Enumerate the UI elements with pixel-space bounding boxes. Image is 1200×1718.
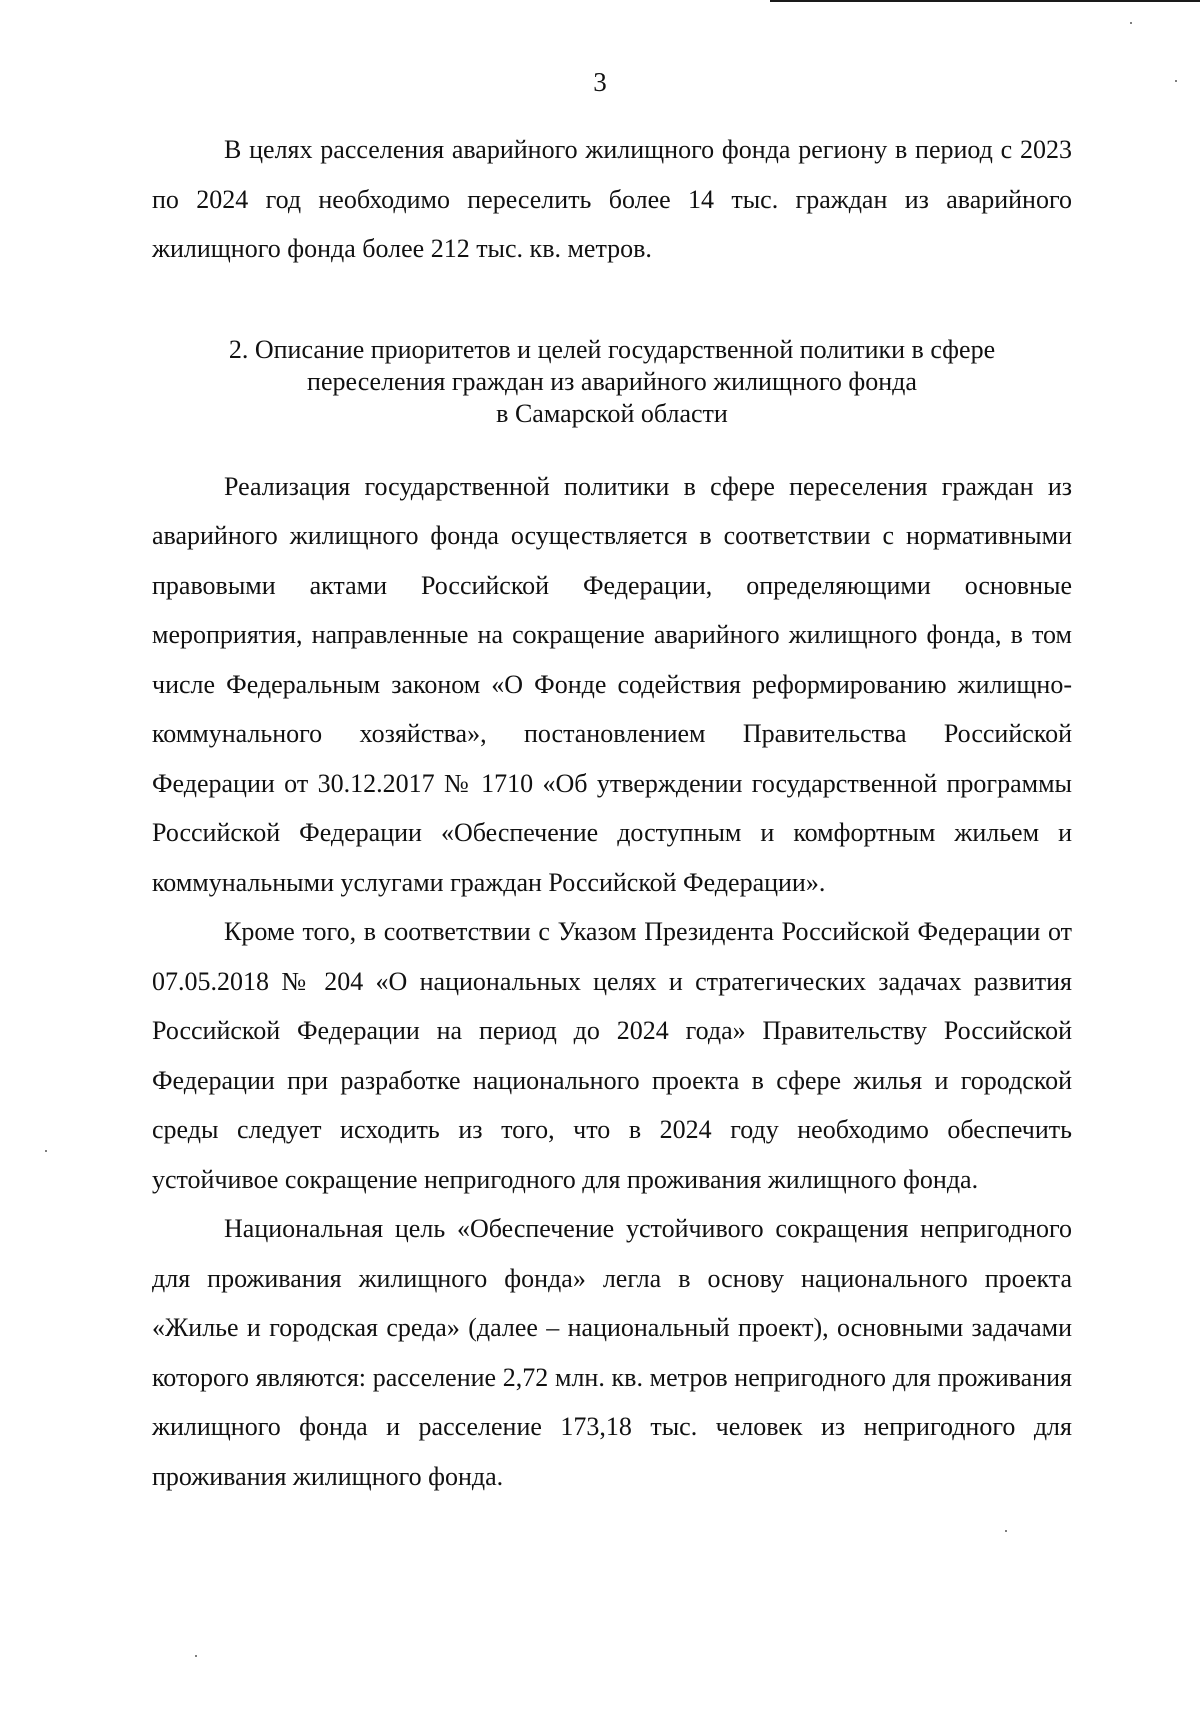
intro-paragraph: В целях расселения аварийного жилищного фонда региону в период с 2023 по 2024 год необходимо переселить более 14 тыс. граждан из аварийного жилищного фонда более 212 тыс. кв. метров. bbox=[152, 135, 1072, 263]
section-heading-line: переселения граждан из аварийного жилищного фонда bbox=[307, 366, 917, 396]
scan-speck bbox=[45, 1150, 47, 1152]
scan-speck bbox=[1005, 1530, 1007, 1532]
body-paragraph: Кроме того, в соответствии с Указом Президента Российской Федерации от 07.05.2018 № 204 «О национальных целях и стратегических задачах развития Российской Федерации на период до 2024 года» Правительству Российской Федерации при разработке национального проекта в сфере жилья и городской среды следует исходить из того, что в 2024 году необходимо обеспечить устойчивое сокращение непригодного для проживания жилищного фонда. bbox=[152, 917, 1072, 1194]
scan-speck bbox=[1175, 80, 1177, 82]
section-heading bbox=[152, 334, 1072, 430]
section-heading-line: в Самарской области bbox=[496, 398, 728, 428]
scan-speck bbox=[1130, 22, 1132, 24]
top-border-line bbox=[770, 0, 1200, 2]
body-paragraph: Национальная цель «Обеспечение устойчивого сокращения непригодного для проживания жилищного фонда» легла в основу национального проекта «Жилье и городская среда» (далее – национальный проект), основными задачами которого являются: расселение 2,72 млн. кв. метров непригодного для проживания жилищного фонда и расселение 173,18 тыс. человек из непригодного для проживания жилищного фонда. bbox=[152, 1214, 1072, 1491]
page-number: 3 bbox=[593, 67, 607, 97]
document-body bbox=[152, 125, 1072, 1501]
section-heading-line: 2. Описание приоритетов и целей государственной политики в сфере bbox=[228, 334, 996, 364]
scan-speck bbox=[195, 1655, 197, 1657]
body-paragraph: Реализация государственной политики в сфере переселения граждан из аварийного жилищного фонда осуществляется в соответствии с нормативными правовыми актами Российской Федерации, определяющими основные мероприятия, направленные на сокращение аварийного жилищного фонда, в том числе Федеральным законом «О Фонде содействия реформированию жилищно-коммунального хозяйства», постановлением Правительства Российской Федерации от 30.12.2017 № 1710 «Об утверждении государственной программы Российской Федерации «Обеспечение доступным и комфортным жильем и коммунальными услугами граждан Российской Федерации». bbox=[152, 471, 1072, 897]
